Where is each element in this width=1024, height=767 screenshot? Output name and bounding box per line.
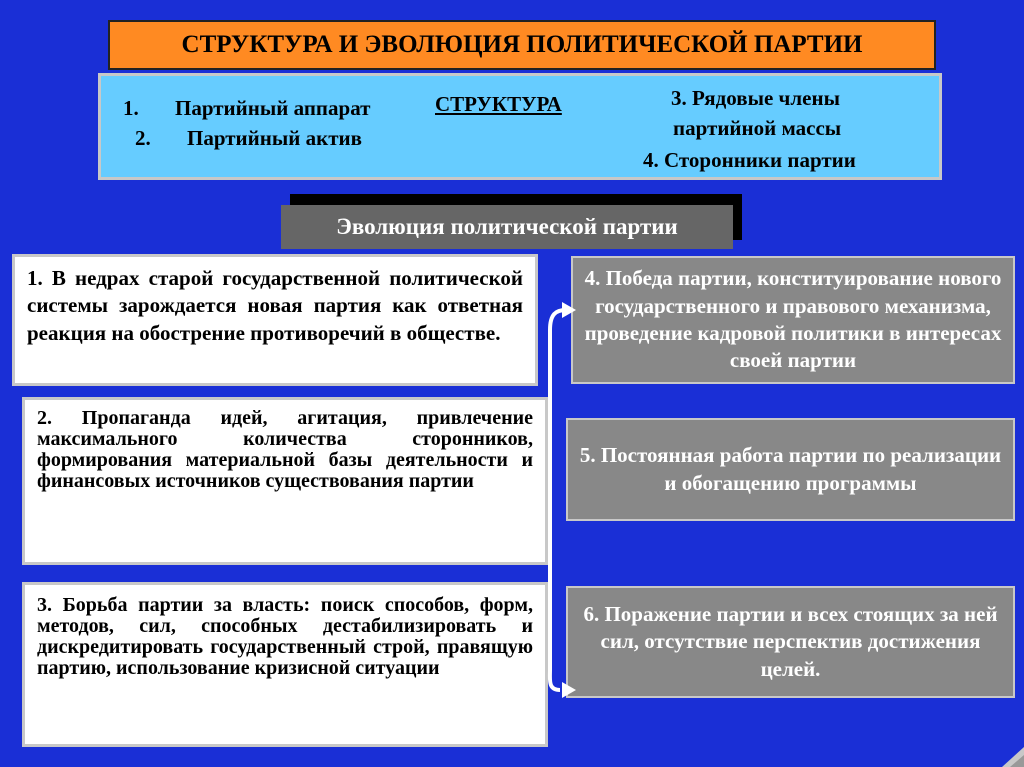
structure-item-2-number: 2. — [135, 126, 151, 150]
stage-6-box: 6. Поражение партии и всех стоящих за ней сил, отсутствие перспектив достижения целей. — [566, 586, 1015, 698]
structure-item-3-line-2: партийной массы — [673, 116, 842, 140]
structure-item-2: Партийный актив — [187, 126, 362, 150]
stage-2-box: 2. Пропаганда идей, агитация, привлечение максимального количества сторонников, формирования материальной базы деятельности и финансовых источников существования партии — [22, 397, 548, 565]
structure-item-1: Партийный аппарат — [175, 96, 371, 120]
stage-1-box: 1. В недрах старой государственной политической системы зарождается новая партия как ответная реакция на обострение противоречий в обществе. — [12, 254, 538, 386]
structure-heading: СТРУКТУРА — [435, 92, 562, 116]
stage-3-box: 3. Борьба партии за власть: поиск способов, форм, методов, сил, способных дестабилизировать и дискредитировать государственный строй, правящую партию, использование кризисной ситуации — [22, 582, 548, 747]
cycle-arrow-icon — [540, 300, 580, 700]
structure-item-1-number: 1. — [123, 96, 139, 120]
evolution-heading: Эволюция политической партии — [281, 205, 733, 249]
structure-item-3-line-1: 3. Рядовые члены — [671, 86, 840, 110]
stage-4-box: 4. Победа партии, конституирование нового государственного и правового механизма, проведение кадровой политики в интересах своей партии — [571, 256, 1015, 384]
corner-decoration-icon — [996, 745, 1024, 767]
slide-title: СТРУКТУРА И ЭВОЛЮЦИЯ ПОЛИТИЧЕСКОЙ ПАРТИИ — [108, 20, 936, 70]
structure-box — [98, 73, 942, 180]
stage-5-box: 5. Постоянная работа партии по реализации и обогащению программы — [566, 418, 1015, 521]
structure-item-4: 4. Сторонники партии — [643, 148, 856, 172]
